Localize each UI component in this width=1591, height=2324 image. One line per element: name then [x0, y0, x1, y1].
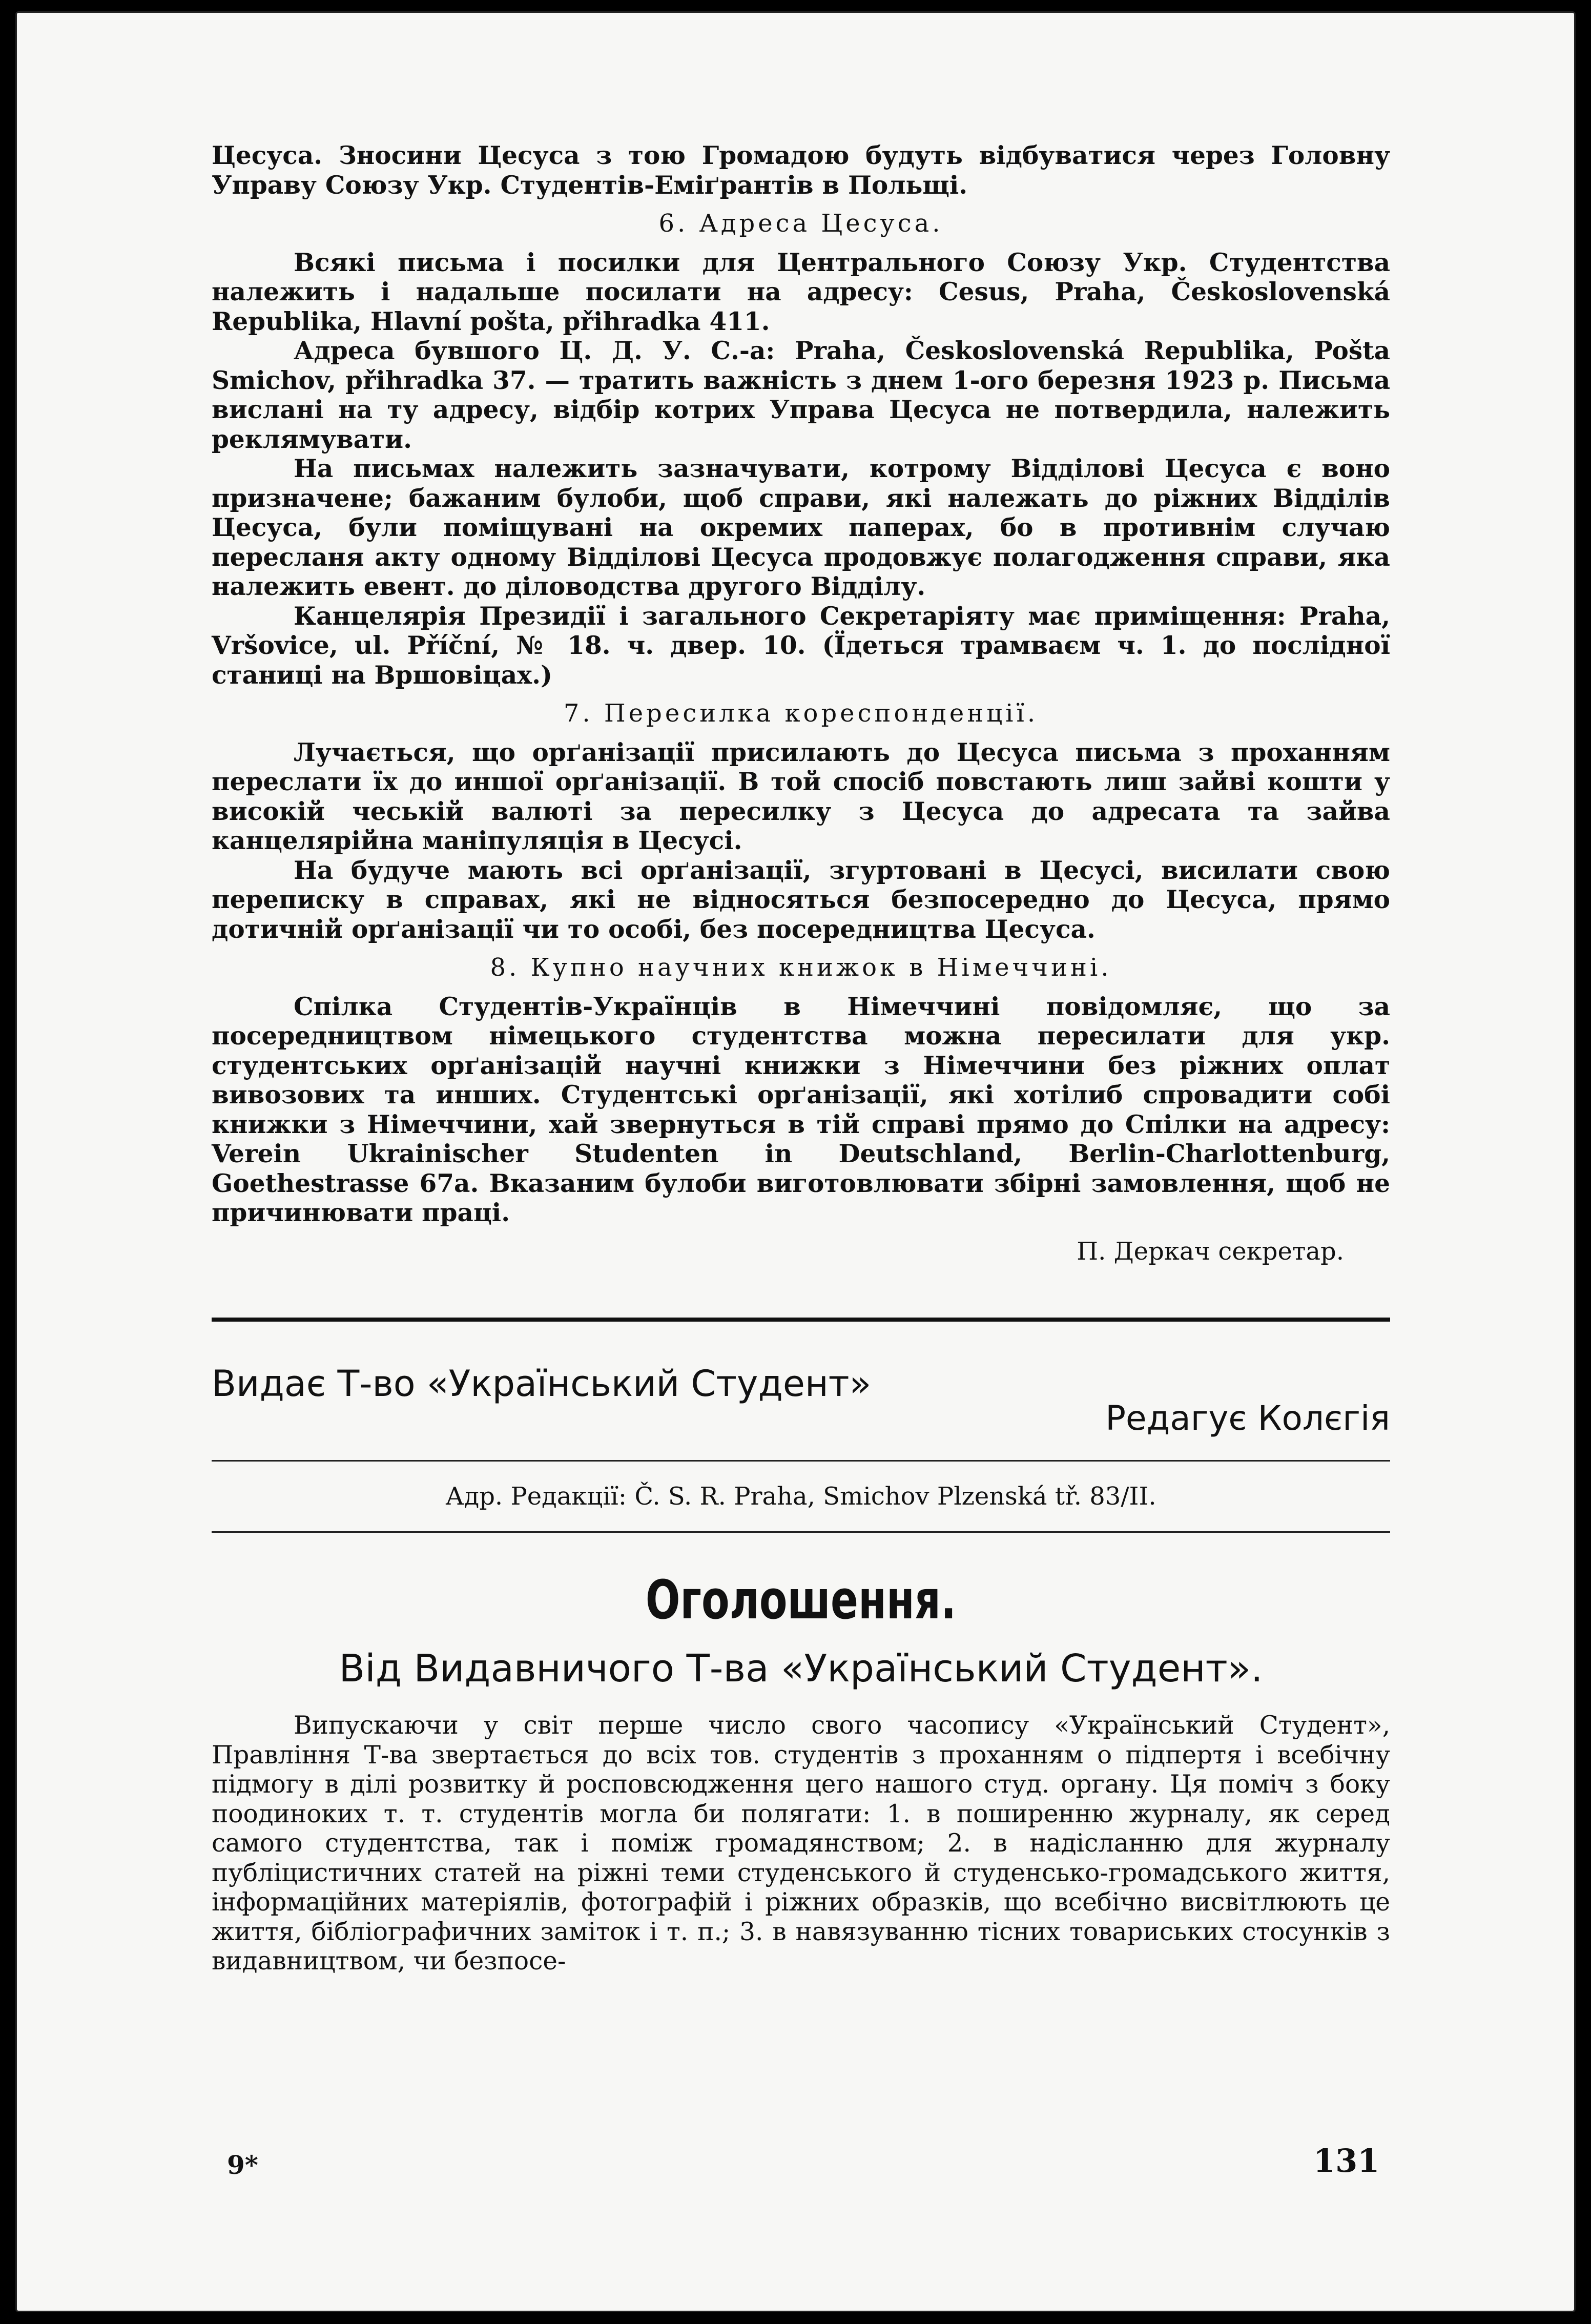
secretary-signature: П. Деркач секретар. [1077, 1237, 1344, 1266]
imprint [212, 1322, 1390, 1438]
section-7-paragraph-1: Лучається, що орґанізації присилають до Цесуса письма з проханням переслати їх до иншої орґанізації. В той спосіб повстають лиш зайві кошти у високій чеській валюті за пересилку з Цесуса до адресата та зайва канцелярійна маніпуляція в Цесусі. [212, 737, 1390, 855]
announcement-title: Оголошення. [645, 1569, 957, 1631]
signature-mark: 9* [227, 2150, 258, 2180]
section-7-heading: 7. Пересилка кореспонденції. [563, 699, 1039, 728]
divider-thin-top [212, 1460, 1390, 1462]
section-6-paragraph-1: Всякі письма і посилки для Центрального Союзу Укр. Студентства належить і надальше посилати на адресу: Cesus, Praha, Československá Republika, Hlavní pošta, přihradka 411. [212, 248, 1390, 336]
section-6-paragraph-2: Адреса бувшого Ц. Д. У. С.-а: Praha, Československá Republika, Pošta Smichov, přihradka 37. — тратить важність з днем 1-ого березня 1923 р. Письма вислані на ту адресу, відбір котрих Управа Цесуса не потвердила, належить реклямувати. [212, 336, 1390, 454]
continuation-paragraph: Цесуса. Зносини Цесуса з тою Громадою будуть відбуватися через Головну Управу Союзу Укр. Студентів-Еміґрантів в Польщі. [212, 141, 1390, 200]
page-number: 131 [1313, 2142, 1380, 2179]
scan-border [0, 0, 1591, 11]
divider-thick [212, 1318, 1390, 1322]
section-6-paragraph-3: На письмах належить зазначувати, котрому Відділові Цесуса є воно призначене; бажаним булоби, щоб справи, які належать до ріжних Відділів Цесуса, були поміщувані на окремих паперах, бо в противнім случаю пересланя акту одному Відділові Цесуса продовжує полагодження справи, яка належить евент. до діловодства другого Відділу. [212, 454, 1390, 601]
section-8-paragraph-1: Спілка Студентів-Українців в Німеччині повідомляє, що за посередництвом німецького студентства можна пересилати для укр. студентських орґанізацій научні книжки з Німеччини без ріжних оплат вивозових та инших. Студентські орґанізації, які хотілиб спровадити собі книжки з Німеччини, хай звернуться в тій справі прямо до Спілки на адресу: Verein Ukrainischer Studenten in Deutschland, Berlin-Charlottenburg, Goethestrasse 67a. Вказаним булоби виготовлювати збірні замовлення, щоб не причинювати праці. [212, 992, 1390, 1227]
document-page [15, 11, 1576, 2312]
editorial-address: Адр. Редакції: Č. S. R. Praha, Smichov Plzenská tř. 83/II. [445, 1482, 1156, 1511]
editor-line: Редагує Колєгія [1105, 1398, 1390, 1438]
announcement-paragraph: Випускаючи у світ перше число свого часопису «Український Студент», Правління Т-ва звертається до всіх тов. студентів з проханням о підпертя і всебічну підмогу в ділі розвитку й росповсюдження цего нашого студ. органу. Ця поміч з боку поодиноких т. т. студентів могла би полягати: 1. в поширенню журналу, як серед самого студентства, так і поміж громадянством; 2. в надісланню для журналу публіцистичних статей на ріжні теми студенського й студенсько-громадського життя, інформаційних матеріялів, фотографій і ріжних образків, що всебічно висвітлюють це життя, бібліографичних заміток і т. п.; 3. в навязуванню тісних товариських стосунків з видавництвом, чи безпосе- [212, 1711, 1390, 1976]
section-6-paragraph-4: Канцелярія Президії і загального Секретаріяту має приміщення: Praha, Vršovice, ul. Příční, № 18. ч. двер. 10. (Їдеться трамваєм ч. 1. до послідної станиці на Вршовіцах.) [212, 601, 1390, 690]
section-6-heading: 6. Адреса Цесуса. [658, 209, 943, 238]
section-7-paragraph-2: На будуче мають всі орґанізації, згуртовані в Цесусі, висилати свою переписку в справах, які не відносяться безпосередно до Цесуса, прямо дотичній орґанізації чи то особі, без посередництва Цесуса. [212, 855, 1390, 944]
publisher-line: Видає Т-во «Український Студент» [212, 1363, 872, 1405]
announcement-subtitle: Від Видавничого Т-ва «Український Студент». [339, 1647, 1263, 1691]
section-8-heading: 8. Купно научних книжок в Німеччині. [490, 953, 1112, 982]
divider-thin-bottom [212, 1531, 1390, 1533]
page-content [212, 141, 1390, 1977]
